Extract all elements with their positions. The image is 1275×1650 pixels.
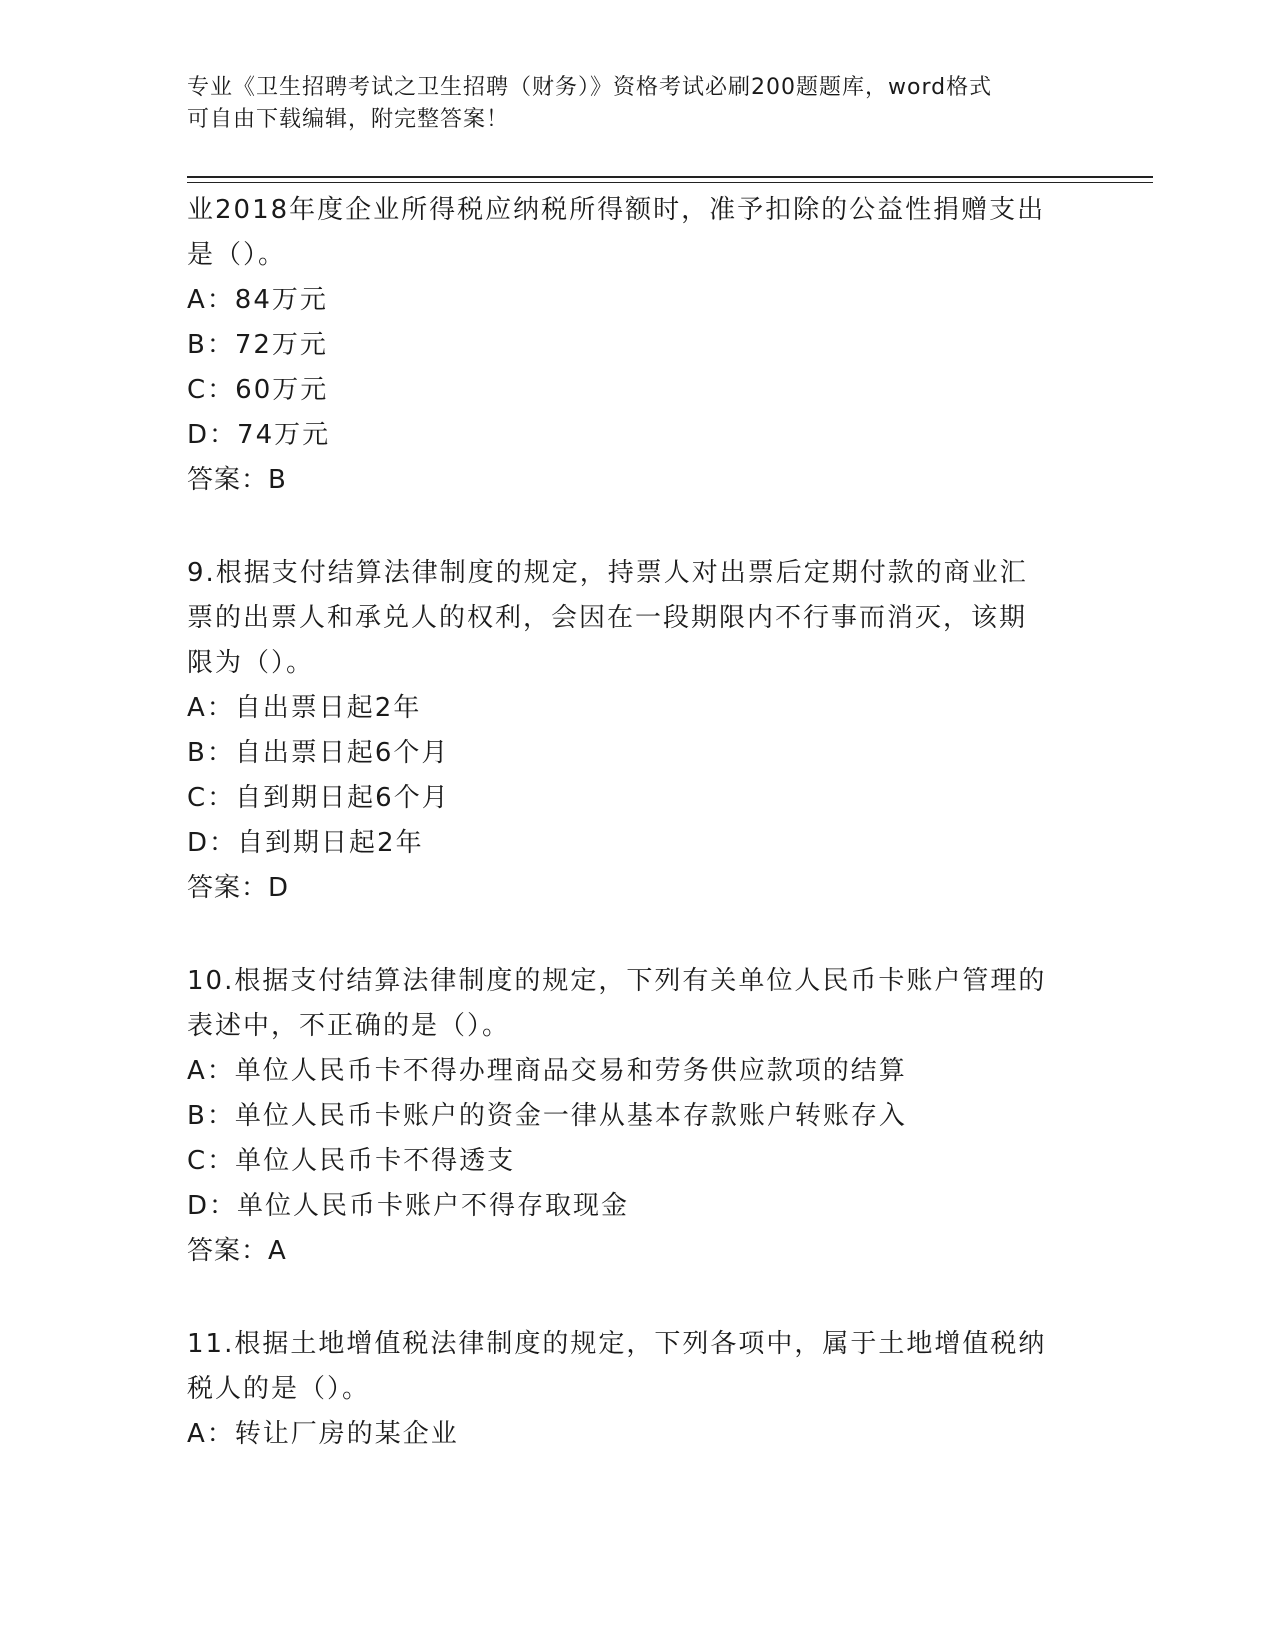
option-d: D：单位人民币卡账户不得存取现金: [187, 1191, 630, 1221]
option-c: C：单位人民币卡不得透支: [187, 1146, 516, 1176]
page-header: [187, 72, 1087, 136]
question-block: [187, 188, 1087, 503]
question-text-line: 是（）。: [187, 240, 287, 270]
header-line-1: 专业《卫生招聘考试之卫生招聘（财务）》资格考试必刷200题题库，word格式: [187, 75, 993, 100]
header-rule-thin: [187, 182, 1153, 183]
answer-line: 答案：B: [187, 465, 287, 495]
question-text-line: 限为（）。: [187, 648, 315, 678]
option-a: A：84万元: [187, 285, 328, 315]
question-block: [187, 551, 1087, 911]
question-text-line: 表述中，不正确的是（）。: [187, 1011, 511, 1041]
option-c: C：60万元: [187, 375, 329, 405]
question-block: [187, 959, 1087, 1274]
question-text-line: 税人的是（）。: [187, 1374, 371, 1404]
question-text-line: 业2018年度企业所得税应纳税所得额时，准予扣除的公益性捐赠支出: [187, 195, 1046, 225]
header-rule-thick: [187, 176, 1153, 178]
option-b: B：自出票日起6个月: [187, 738, 450, 768]
option-c: C：自到期日起6个月: [187, 783, 450, 813]
answer-line: 答案：A: [187, 1236, 287, 1266]
option-b: B：单位人民币卡账户的资金一律从基本存款账户转账存入: [187, 1101, 907, 1131]
question-text-line: 10.根据支付结算法律制度的规定，下列有关单位人民币卡账户管理的: [187, 966, 1047, 996]
option-a: A：自出票日起2年: [187, 693, 422, 723]
question-text-line: 9.根据支付结算法律制度的规定，持票人对出票后定期付款的商业汇: [187, 558, 1028, 588]
spacer: [187, 911, 1087, 959]
question-text-line: 票的出票人和承兑人的权利，会因在一段期限内不行事而消灭，该期: [187, 603, 1028, 633]
option-a: A：转让厂房的某企业: [187, 1419, 459, 1449]
option-b: B：72万元: [187, 330, 328, 360]
header-line-2: 可自由下载编辑，附完整答案！: [187, 107, 510, 132]
question-list: [187, 188, 1087, 1457]
spacer: [187, 1274, 1087, 1322]
question-block: [187, 1322, 1087, 1457]
question-text-line: 11.根据土地增值税法律制度的规定，下列各项中，属于土地增值税纳: [187, 1329, 1047, 1359]
answer-line: 答案：D: [187, 873, 290, 903]
option-a: A：单位人民币卡不得办理商品交易和劳务供应款项的结算: [187, 1056, 907, 1086]
option-d: D：74万元: [187, 420, 331, 450]
option-d: D：自到期日起2年: [187, 828, 424, 858]
spacer: [187, 503, 1087, 551]
